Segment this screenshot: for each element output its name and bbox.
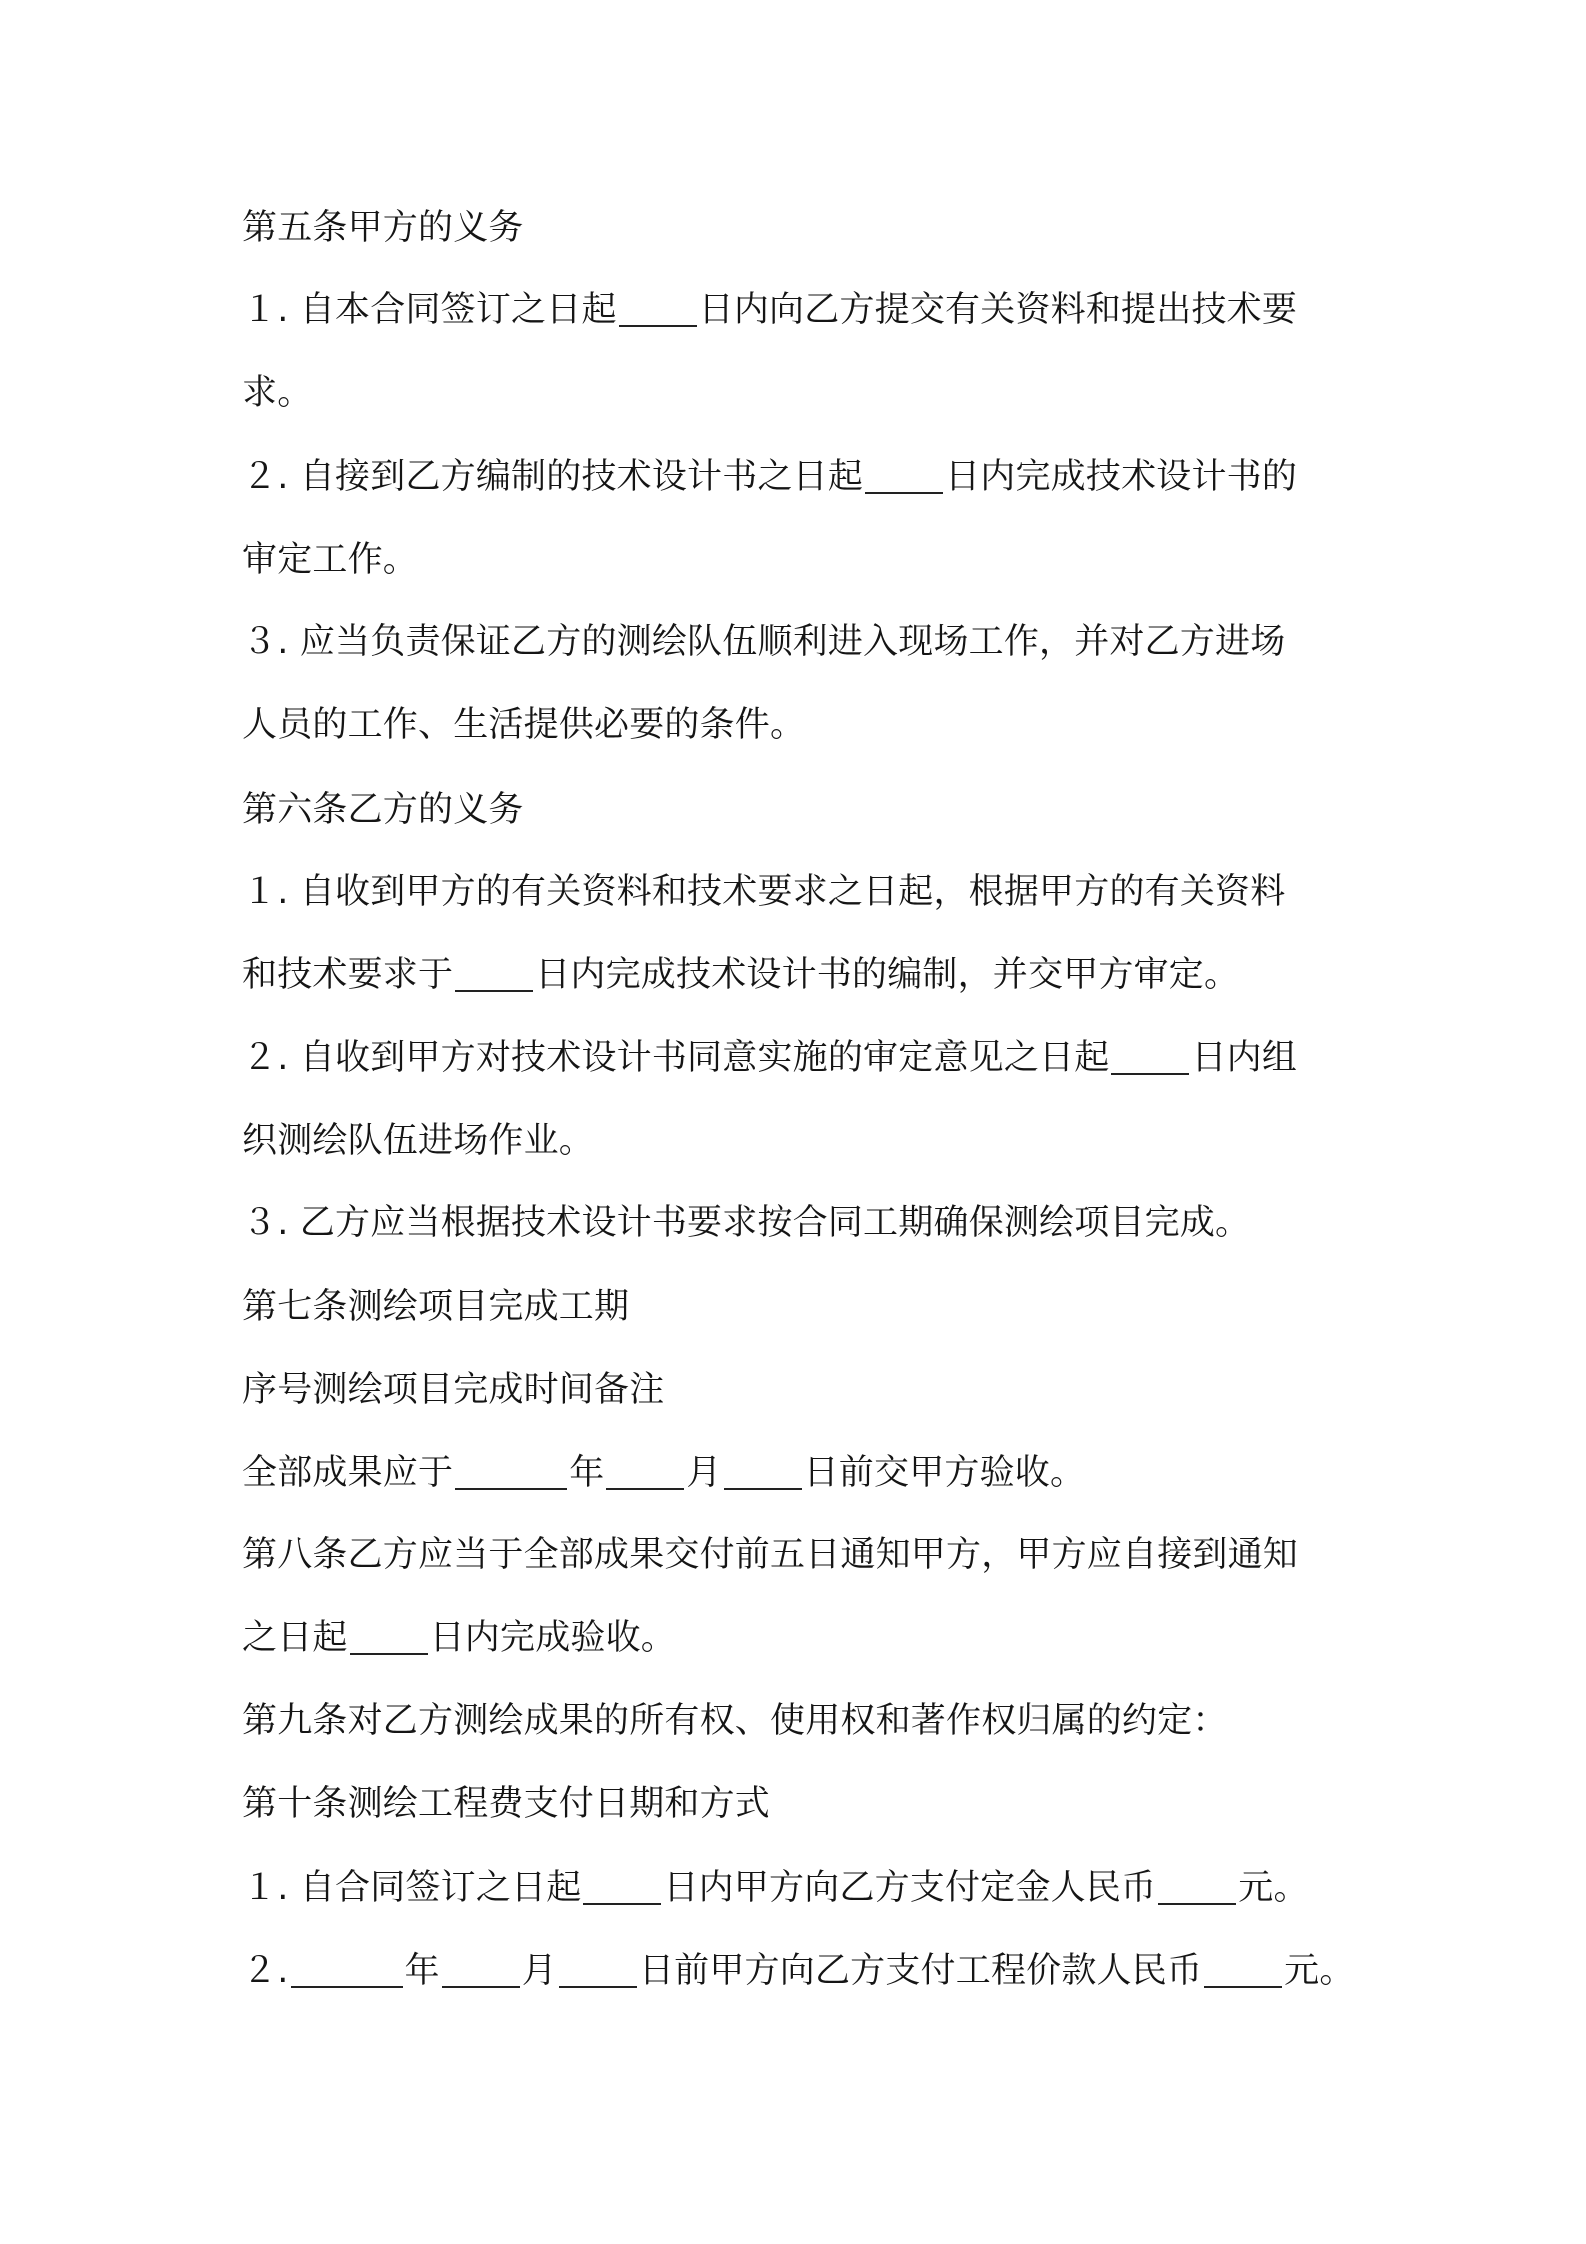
text-segment: 和技术要求于	[242, 955, 454, 995]
article-5-item-3-line-1	[242, 617, 1392, 667]
article-7-table-header	[242, 1365, 1392, 1415]
text-segment: １. 自合同签订之日起	[242, 1868, 582, 1908]
text-segment: 全部成果应于	[242, 1453, 454, 1493]
fill-blank	[865, 461, 943, 494]
year-blank	[291, 1955, 403, 1988]
text-segment: １. 自本合同签订之日起	[242, 290, 617, 330]
article-5-item-1-line-1	[242, 285, 1392, 335]
text-segment: 织测绘队伍进场作业。	[242, 1121, 595, 1161]
article-6-item-1-line-1	[242, 867, 1392, 917]
text-segment: 日前甲方向乙方支付工程价款人民币	[638, 1951, 1203, 1991]
fill-blank	[583, 1872, 661, 1905]
text-segment: 第九条对乙方测绘成果的所有权、使用权和著作权归属的约定：	[242, 1701, 1228, 1741]
article-9	[242, 1696, 1392, 1746]
month-blank	[442, 1955, 520, 1988]
heading-text: 第五条甲方的义务	[242, 208, 524, 248]
text-segment: ２. 自接到乙方编制的技术设计书之日起	[242, 457, 864, 497]
year-label: 年	[569, 1453, 605, 1493]
article-6-item-1-line-2	[242, 950, 1392, 1000]
text-segment: 日内甲方向乙方支付定金人民币	[663, 1868, 1157, 1908]
article-6-item-2-line-2	[242, 1116, 1392, 1166]
article-10-item-1	[242, 1863, 1392, 1913]
text-segment: 元。	[1284, 1951, 1355, 1991]
text-segment: 求。	[242, 373, 313, 413]
text-segment: 第八条乙方应当于全部成果交付前五日通知甲方，甲方应自接到通知	[242, 1535, 1299, 1575]
article-5-item-3-line-2	[242, 700, 1392, 750]
fill-blank	[619, 294, 697, 327]
amount-blank	[1204, 1955, 1282, 1988]
article-8-line-1	[242, 1530, 1392, 1580]
fill-blank	[455, 959, 533, 992]
article-10-item-2	[242, 1946, 1392, 1996]
text-segment: 日内完成验收。	[429, 1618, 677, 1658]
heading-text: 第十条测绘工程费支付日期和方式	[242, 1784, 771, 1824]
text-segment: １. 自收到甲方的有关资料和技术要求之日起，根据甲方的有关资料	[242, 872, 1286, 912]
article-10-heading	[242, 1779, 1392, 1829]
text-segment: ３. 应当负责保证乙方的测绘队伍顺利进入现场工作，并对乙方进场	[242, 622, 1286, 662]
day-blank	[724, 1457, 802, 1490]
heading-text: 第六条乙方的义务	[242, 790, 524, 830]
article-7-heading	[242, 1282, 1392, 1332]
text-segment: 日内完成技术设计书的编制，并交甲方审定。	[535, 955, 1240, 995]
text-segment: 元。	[1238, 1868, 1309, 1908]
month-blank	[606, 1457, 684, 1490]
fill-blank	[350, 1622, 428, 1655]
heading-text: 第七条测绘项目完成工期	[242, 1287, 630, 1327]
article-6-item-3	[242, 1198, 1392, 1248]
day-blank	[559, 1955, 637, 1988]
text-segment: 日前交甲方验收。	[803, 1453, 1086, 1493]
text-segment: 人员的工作、生活提供必要的条件。	[242, 705, 806, 745]
article-6-heading	[242, 785, 1392, 835]
text-segment: 日内组	[1191, 1038, 1298, 1078]
text-segment: ３. 乙方应当根据技术设计书要求按合同工期确保测绘项目完成。	[242, 1203, 1251, 1243]
amount-blank	[1158, 1872, 1236, 1905]
month-label: 月	[686, 1453, 722, 1493]
text-segment: 序号测绘项目完成时间备注	[242, 1370, 665, 1410]
article-5-heading	[242, 203, 1392, 253]
text-segment: 审定工作。	[242, 540, 419, 580]
text-segment: ２.	[242, 1951, 289, 1991]
article-5-item-2-line-1	[242, 452, 1392, 502]
text-segment: 之日起	[242, 1618, 348, 1658]
text-segment: ２. 自收到甲方对技术设计书同意实施的审定意见之日起	[242, 1038, 1110, 1078]
text-segment: 日内向乙方提交有关资料和提出技术要	[698, 290, 1298, 330]
year-label: 年	[404, 1951, 440, 1991]
fill-blank	[1111, 1042, 1189, 1075]
article-5-item-2-line-2	[242, 535, 1392, 585]
article-5-item-1-line-2	[242, 368, 1392, 418]
article-7-completion-date	[242, 1448, 1392, 1498]
text-segment: 日内完成技术设计书的	[945, 457, 1298, 497]
year-blank	[455, 1457, 567, 1490]
article-6-item-2-line-1	[242, 1033, 1392, 1083]
month-label: 月	[521, 1951, 557, 1991]
article-8-line-2	[242, 1613, 1392, 1663]
